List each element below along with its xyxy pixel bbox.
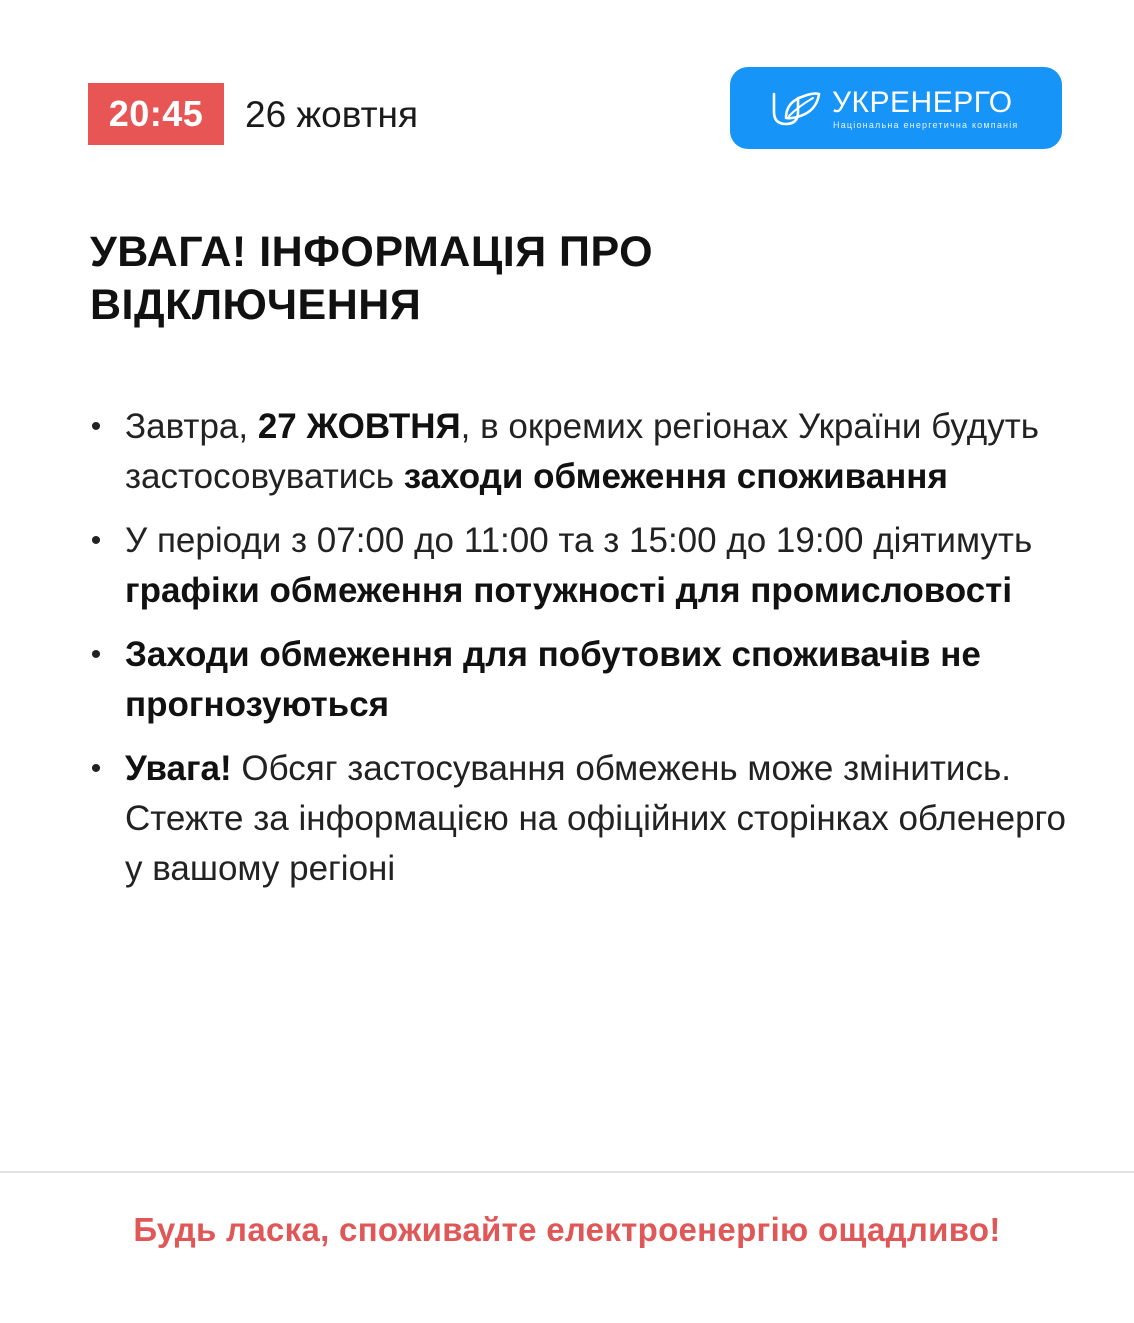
time-badge: 20:45 bbox=[88, 83, 224, 145]
item-text: , в окремих регіонах України будуть застосовуватись bbox=[125, 407, 1039, 496]
item-bold-text: Заходи обмеження для побутових споживачів не прогнозуються bbox=[125, 635, 981, 724]
ukrenergo-logo bbox=[730, 67, 1062, 149]
page-title-line-2: ВІДКЛЮЧЕННЯ bbox=[90, 281, 422, 329]
footer-message: Будь ласка, споживайте електроенергію ощадливо! bbox=[133, 1211, 1001, 1248]
item-bold-text: Увага! bbox=[125, 749, 232, 788]
item-text: Обсяг застосування обмежень може змінитись. Стежте за інформацією на офіційних сторінках обленерго у вашому регіоні bbox=[125, 749, 1067, 888]
bullet-icon: • bbox=[90, 752, 102, 785]
bullet-icon: • bbox=[90, 638, 102, 671]
footer-divider bbox=[0, 1171, 1134, 1173]
item-text: У періоди з 07:00 до 11:00 та з 15:00 до 19:00 діятимуть bbox=[125, 521, 1033, 560]
announcement-item bbox=[86, 744, 1066, 894]
announcement-item bbox=[86, 402, 1066, 502]
announcement-item bbox=[86, 630, 1066, 730]
page-title-line-1: УВАГА! ІНФОРМАЦІЯ ПРО bbox=[90, 228, 654, 276]
announcement-list bbox=[86, 402, 1066, 908]
page-title bbox=[90, 226, 1050, 332]
item-bold-text: заходи обмеження споживання bbox=[403, 457, 948, 496]
item-bold-text: графіки обмеження потужності для промисловості bbox=[125, 571, 1013, 610]
date-label: 26 жовтня bbox=[245, 94, 419, 135]
item-text: Завтра, bbox=[125, 407, 258, 446]
logo-name: УКРЕНЕРГО bbox=[832, 86, 1013, 119]
announcement-item bbox=[86, 516, 1066, 616]
logo-tagline: Національна енергетична компанія bbox=[833, 120, 1019, 130]
bullet-icon: • bbox=[90, 524, 102, 557]
ukrenergo-logo-icon bbox=[771, 88, 823, 128]
bullet-icon: • bbox=[90, 410, 102, 443]
item-bold-text: 27 ЖОВТНЯ bbox=[257, 407, 461, 446]
